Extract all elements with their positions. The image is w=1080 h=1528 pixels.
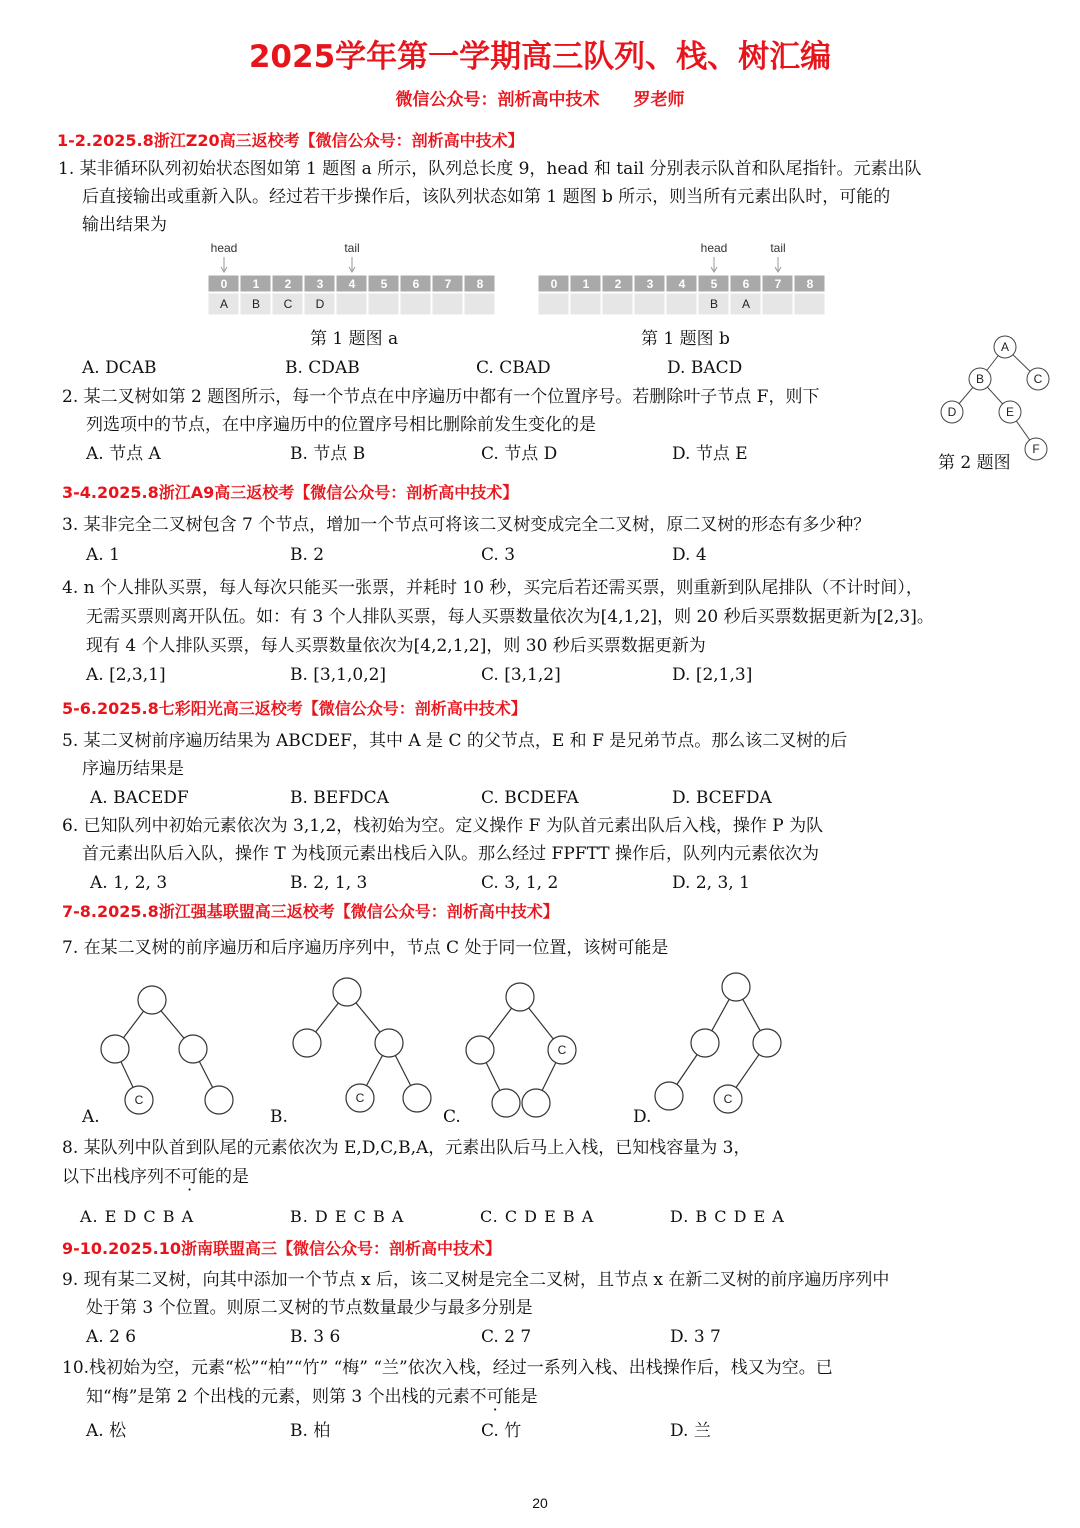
tree-node-label: D <box>947 405 957 419</box>
tree-node-label: C <box>134 1093 144 1107</box>
option-a: A. 松 <box>86 1421 127 1441</box>
option-c: C. BCDEFA <box>481 788 579 808</box>
option-c: C. <box>443 1107 461 1127</box>
tree-node-label: B <box>975 372 985 386</box>
index-label: 0 <box>550 277 558 291</box>
q4-line: 现有 4 个人排队买票，每人买票数量依次为[4,2,1,2]，则 30 秒后买票数据更新为 <box>86 636 706 656</box>
option-a: A. <box>82 1107 100 1127</box>
option-b: B. 3 6 <box>290 1327 341 1347</box>
q10-text: 是 <box>520 1387 538 1407</box>
index-label: 5 <box>710 277 718 291</box>
q2-tree-figure <box>930 332 1060 467</box>
option-a: A. 1, 2, 3 <box>90 873 168 893</box>
queue-cell <box>602 293 633 315</box>
q8-text: 以下出栈序列 <box>62 1167 164 1187</box>
option-a: A. 2 6 <box>86 1327 137 1347</box>
queue-cell <box>368 293 399 315</box>
pointer-label: tail <box>344 241 360 255</box>
queue-cell-value: C <box>283 297 293 311</box>
option-b: B. 柏 <box>290 1421 331 1441</box>
option-c: C. 2 7 <box>481 1327 532 1347</box>
tree-node-label: A <box>1000 340 1010 354</box>
queue-cell <box>464 293 495 315</box>
section-heading: 7-8.2025.8浙江强基联盟高三返校考【微信公众号：剖析高中技术】 <box>62 902 559 921</box>
section-heading: 1-2.2025.8浙江Z20高三返校考【微信公众号：剖析高中技术】 <box>57 131 524 150</box>
tree-node-label: F <box>1032 442 1040 456</box>
queue-cell <box>762 293 793 315</box>
tree-node-label: C <box>355 1091 365 1105</box>
pointer-label: head <box>210 241 238 255</box>
option-c: C. C D E B A <box>480 1207 595 1226</box>
index-label: 4 <box>348 277 356 291</box>
option-c: C. CBAD <box>476 358 551 378</box>
emphasis-text: 不可能 <box>469 1387 521 1407</box>
index-label: 8 <box>476 277 484 291</box>
queue-cell-value: A <box>741 297 751 311</box>
index-label: 2 <box>284 277 292 291</box>
option-d: D. 兰 <box>670 1421 711 1441</box>
figure-caption: 第 1 题图 a <box>310 329 399 349</box>
queue-figure-a <box>205 238 500 320</box>
option-c: C. 3 <box>481 545 516 565</box>
q5-line: 5. 某二叉树前序遍历结果为 ABCDEF，其中 A 是 C 的父节点，E 和 F 是兄弟节点。那么该二叉树的后 <box>62 731 848 751</box>
q2-line: 列选项中的节点，在中序遍历中的位置序号相比删除前发生变化的是 <box>86 415 596 435</box>
q8-text: 的是 <box>215 1167 249 1187</box>
q2-line: 2. 某二叉树如第 2 题图所示，每一个节点在中序遍历中都有一个位置序号。若删除叶子节点 F，则下 <box>62 387 820 407</box>
option-b: B. CDAB <box>285 358 360 378</box>
option-d: D. 4 <box>672 545 707 565</box>
option-b: B. [3,1,0,2] <box>290 665 387 685</box>
queue-figure-b <box>535 238 833 320</box>
queue-cell <box>400 293 431 315</box>
page-number: 20 <box>532 1495 548 1511</box>
q8-line: 8. 某队列中队首到队尾的元素依次为 E,D,C,B,A，元素出队后马上入栈，已知栈容量为 3， <box>62 1138 751 1158</box>
queue-cell-value: B <box>251 297 261 311</box>
index-label: 4 <box>678 277 686 291</box>
q8-line <box>62 1166 249 1188</box>
pointer-label: tail <box>770 241 786 255</box>
option-a: A. E D C B A <box>80 1207 195 1226</box>
index-label: 0 <box>220 277 228 291</box>
index-label: 6 <box>742 277 750 291</box>
option-b: B. BEFDCA <box>290 788 389 808</box>
figure-caption: 第 1 题图 b <box>641 329 730 349</box>
option-b: B. 节点 B <box>290 444 366 464</box>
tree-node-label: C <box>1033 372 1043 386</box>
option-c: C. 节点 D <box>481 444 558 464</box>
figure-caption: 第 2 题图 <box>938 453 1011 473</box>
index-label: 1 <box>252 277 260 291</box>
page-title: 2025学年第一学期高三队列、栈、树汇编 <box>248 39 832 75</box>
q5-line: 序遍历结果是 <box>82 759 184 779</box>
q9-line: 9. 现有某二叉树，向其中添加一个节点 x 后，该二叉树是完全二叉树，且节点 x 在新二叉树的前序遍历序列中 <box>62 1270 890 1290</box>
queue-cell <box>336 293 367 315</box>
index-label: 3 <box>646 277 654 291</box>
index-label: 3 <box>316 277 324 291</box>
q10-text: 知“梅”是第 2 个出栈的元素，则第 3 个出栈的元素 <box>86 1387 470 1407</box>
section-heading: 5-6.2025.8七彩阳光高三返校考【微信公众号：剖析高中技术】 <box>62 699 527 718</box>
queue-cell <box>666 293 697 315</box>
tree-node-label: E <box>1005 405 1015 419</box>
section-heading: 3-4.2025.8浙江A9高三返校考【微信公众号：剖析高中技术】 <box>62 483 519 502</box>
option-d: D. [2,1,3] <box>672 665 753 685</box>
page-subtitle: 微信公众号：剖析高中技术 罗老师 <box>395 90 685 110</box>
option-b: B. 2 <box>290 545 325 565</box>
index-label: 1 <box>582 277 590 291</box>
q10-line <box>86 1386 538 1408</box>
option-d: D. 节点 E <box>672 444 748 464</box>
q1-line: 1. 某非循环队列初始状态图如第 1 题图 a 所示，队列总长度 9，head 和 tail 分别表示队首和队尾指针。元素出队 <box>58 159 922 179</box>
option-a: A. 1 <box>86 545 120 565</box>
option-d: D. BCEFDA <box>672 788 772 808</box>
option-c: C. 竹 <box>481 1421 522 1441</box>
index-label: 8 <box>806 277 814 291</box>
option-a: A. DCAB <box>82 358 157 378</box>
pointer-label: head <box>700 241 728 255</box>
queue-cell <box>634 293 665 315</box>
option-d: D. 3 7 <box>670 1327 721 1347</box>
option-a: A. 节点 A <box>86 444 161 464</box>
option-b: B. 2, 1, 3 <box>290 873 368 893</box>
section-heading: 9-10.2025.10浙南联盟高三【微信公众号：剖析高中技术】 <box>62 1239 501 1258</box>
tree-node-label: C <box>557 1043 567 1057</box>
index-label: 7 <box>444 277 452 291</box>
q1-line: 后直接输出或重新入队。经过若干步操作后，该队列状态如第 1 题图 b 所示，则当所有元素出队时，可能的 <box>82 187 891 207</box>
index-label: 5 <box>380 277 388 291</box>
q4-line: 4. n 个人排队买票，每人每次只能买一张票，并耗时 10 秒，买完后若还需买票，则重新到队尾排队（不计时间）， <box>62 578 923 598</box>
q10-line: 10.栈初始为空，元素“松”“柏”“竹” “梅” “兰”依次入栈，经过一系列入栈、出栈操作后，栈又为空。已 <box>62 1358 833 1378</box>
index-label: 6 <box>412 277 420 291</box>
option-b: B. D E C B A <box>290 1207 405 1226</box>
q3-line: 3. 某非完全二叉树包含 7 个节点，增加一个节点可将该二叉树变成完全二叉树，原二叉树的形态有多少种？ <box>62 515 871 535</box>
queue-cell-value: B <box>709 297 719 311</box>
q6-line: 6. 已知队列中初始元素依次为 3,1,2，栈初始为空。定义操作 F 为队首元素出队后入栈，操作 P 为队 <box>62 816 824 836</box>
queue-cell <box>570 293 601 315</box>
queue-cell <box>794 293 825 315</box>
option-d: D. BACD <box>667 358 743 378</box>
option-a: A. [2,3,1] <box>86 665 166 685</box>
queue-cell-value: A <box>219 297 229 311</box>
q1-line: 输出结果为 <box>82 215 167 235</box>
queue-cell-value: D <box>315 297 325 311</box>
index-label: 2 <box>614 277 622 291</box>
q6-line: 首元素出队后入队，操作 T 为栈顶元素出栈后入队。那么经过 FPFTT 操作后，队列内元素依次为 <box>82 844 819 864</box>
option-b: B. <box>270 1107 288 1127</box>
queue-cell <box>538 293 569 315</box>
option-c: C. 3, 1, 2 <box>481 873 559 893</box>
q7-tree-figures <box>80 968 800 1128</box>
option-d: D. B C D E A <box>670 1207 785 1226</box>
index-label: 7 <box>774 277 782 291</box>
option-d: D. 2, 3, 1 <box>672 873 750 893</box>
option-c: C. [3,1,2] <box>481 665 561 685</box>
option-d: D. <box>633 1107 652 1127</box>
q7-line: 7. 在某二叉树的前序遍历和后序遍历序列中，节点 C 处于同一位置，该树可能是 <box>62 938 669 958</box>
emphasis-text: 不可能 <box>164 1167 215 1187</box>
tree-node-label: C <box>723 1092 733 1106</box>
q9-line: 处于第 3 个位置。则原二叉树的节点数量最少与最多分别是 <box>86 1298 533 1318</box>
q4-line: 无需买票则离开队伍。如：有 3 个人排队买票，每人买票数量依次为[4,1,2]，则 20 秒后买票数据更新为[2,3]。 <box>86 607 934 627</box>
queue-cell <box>432 293 463 315</box>
option-a: A. BACEDF <box>90 788 189 808</box>
